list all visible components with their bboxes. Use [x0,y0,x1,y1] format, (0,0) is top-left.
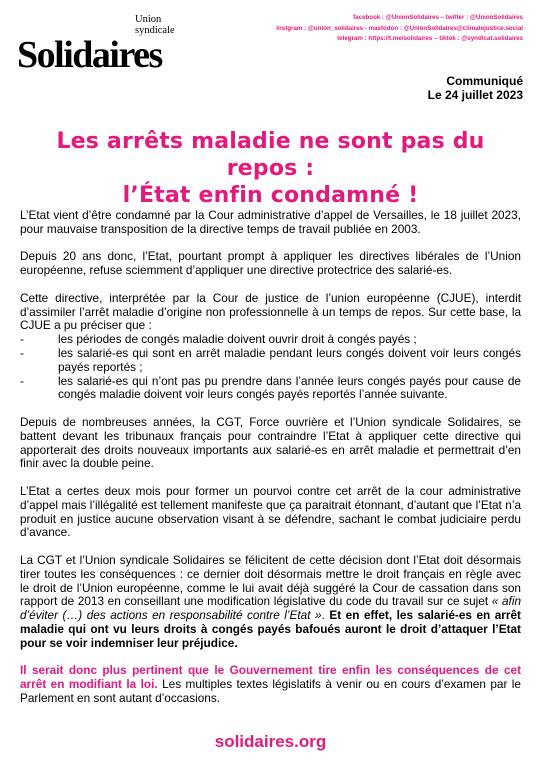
paragraph-2: Depuis 20 ans donc, l’Etat, pourtant prompt à appliquer les directives libérales de l’Union européenne, refuse sciemment d’appliquer une directive protectrice des salarié-es. [20,249,521,278]
page-title [20,128,521,209]
document-type: Communiqué [446,74,523,88]
paragraph-6-quote: « afin d’éviter (…) des actions en responsabilité contre l’Etat » [20,594,522,623]
logo-wordmark: Solidaires [17,34,162,76]
logo-union-syndicale [135,14,175,36]
paragraph-7-text: Les multiples textes législatifs à venir ou en cours d’examen par le Parlement en sont autant d’occasions. [20,677,521,705]
list-item: - les périodes de congés maladie doivent ouvrir droit à congés payés ; [20,333,521,347]
paragraph-6 [20,554,521,651]
document-date: Le 24 juillet 2023 [427,88,523,102]
list-item: - les salarié-es qui sont en arrêt maladie pendant leurs congés doivent voir leurs congés payés reportés ; [20,347,521,375]
paragraph-7-highlight: Il serait donc plus pertinent que le Gouvernement tire enfin les conséquences de cet arrêt en modifiant la loi. [20,663,521,692]
logo-syndicale-line: syndicale [135,25,175,36]
body-text [20,209,521,719]
social-line-3[interactable]: telegram : https://t.me/solidaires – tiktok : @syndicat.solidaires [337,35,523,42]
title-line-1: Les arrêts maladie ne sont pas du repos : [56,129,485,181]
paragraph-7 [20,664,521,705]
cjue-list [20,333,521,402]
logo-union-line: Union [135,14,162,25]
paragraph-6-bold: Et en effet, les salarié-es en arrêt maladie qui ont vu leurs droits à congés payés bafoués auront le droit d’attaquer l’Etat pour se voir indemniser leur préjudice. [20,608,521,650]
solidaires-logo [17,14,187,74]
paragraph-4: Depuis de nombreuses années, la CGT, Force ouvrière et l’Union syndicale Solidaires, se battent devant les tribunaux français pour contraindre l’Etat à appliquer cette directive qui apporterait des droits nouveaux importants aux salarié-es en arrêt maladie et permettrait d’en finir avec la double peine. [20,414,521,471]
title-line-2: l’État enfin condamné ! [122,183,419,208]
footer-url[interactable]: solidaires.org [214,732,327,751]
paragraph-5: L’Etat a certes deux mois pour former un pourvoi contre cet arrêt de la cour administrative d’appel mais l’illégalité est tellement manifeste que ça paraitrait étonnant, d’autant que l’Etat n’a produit en justice aucune observation visant à se défendre, sachant le combat judiciaire perdu d’avance. [20,483,521,540]
paragraph-3: Cette directive, interprétée par la Cour de justice de l’union européenne (CJUE), interdit d’assimiler l’arrêt maladie d’origine non professionnelle à un temps de repos. Sur cette base, la CJUE a pu préciser que : [20,290,521,333]
document-meta [428,74,523,102]
social-line-1[interactable]: facebook : @UnionSolidaires – twitter : @UnionSolidaires [353,14,523,21]
paragraph-6-text: La CGT et l’Union syndicale Solidaires se félicitent de cette décision dont l’Etat doit désormais tirer toutes les conséquences : ce dernier doit désormais mettre le droit français en règle avec le droit de l’Union européenne, comme le lui avait déjà suggéré la Cour de cassation dans son rapport de 2013 en conseillant une modification législative du code du travail sur ce sujet [20,552,521,609]
list-item: - les salarié-es qui n’ont pas pu prendre dans l’année leurs congés payés pour cause de congés maladie doivent voir leurs congés payés reportés l’année suivante. [20,375,521,403]
social-links [223,13,523,45]
paragraph-6-sep: . [321,608,330,623]
social-line-2[interactable]: Instgram : @union_solidaires - mastodon : @UnionSolidaires@climatejustice.social [276,24,523,32]
paragraph-1: L’Etat vient d’être condamné par la Cour administrative d’appel de Versailles, le 18 juillet 2023, pour mauvaise transposition de la directive temps de travail publiée en 2003. [20,208,521,236]
